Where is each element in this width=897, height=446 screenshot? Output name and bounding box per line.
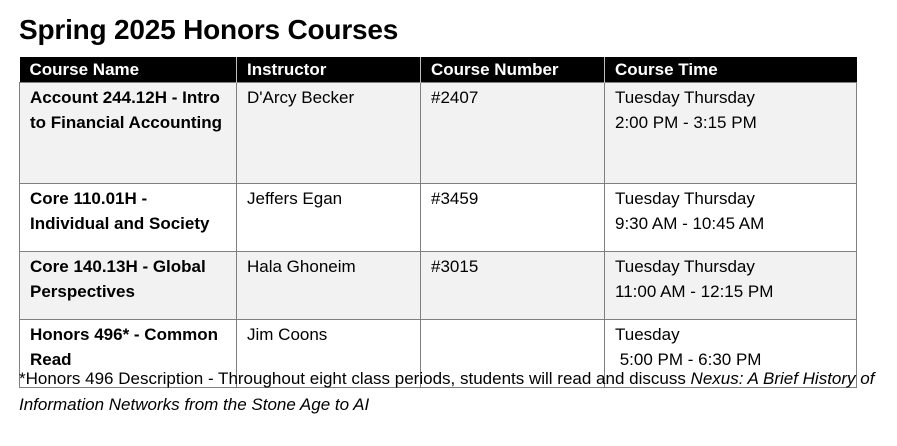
course-name-cell: Core 140.13H - Global Perspectives (20, 252, 237, 320)
table-row (20, 252, 857, 320)
course-days: Tuesday (615, 325, 680, 344)
courses-table (19, 57, 857, 388)
instructor-cell: Jim Coons (237, 320, 421, 388)
instructor-cell: D'Arcy Becker (237, 83, 421, 184)
header-course-name: Course Name (20, 57, 237, 83)
course-time-cell (605, 252, 857, 320)
course-name-cell: Account 244.12H - Intro to Financial Accounting (20, 83, 237, 184)
course-hours: 9:30 AM - 10:45 AM (615, 214, 765, 233)
header-instructor: Instructor (237, 57, 421, 83)
table-row (20, 83, 857, 184)
header-course-time: Course Time (605, 57, 857, 83)
instructor-cell: Jeffers Egan (237, 184, 421, 252)
course-hours: 5:00 PM - 6:30 PM (615, 350, 762, 369)
table-row (20, 184, 857, 252)
course-days: Tuesday Thursday (615, 88, 755, 107)
course-days: Tuesday Thursday (615, 189, 755, 208)
course-number-cell: #3459 (421, 184, 605, 252)
course-hours: 2:00 PM - 3:15 PM (615, 113, 757, 132)
course-time-cell (605, 83, 857, 184)
footnote (19, 366, 889, 418)
course-hours: 11:00 AM - 12:15 PM (615, 282, 774, 301)
instructor-cell: Hala Ghoneim (237, 252, 421, 320)
course-days: Tuesday Thursday (615, 257, 755, 276)
course-name-cell: Core 110.01H - Individual and Society (20, 184, 237, 252)
course-number-cell: #2407 (421, 83, 605, 184)
course-time-cell (605, 184, 857, 252)
page-title: Spring 2025 Honors Courses (19, 14, 399, 45)
header-course-number: Course Number (421, 57, 605, 83)
footnote-book-title: Nexus: A Brief History of Information Networks from the Stone Age to AI (19, 369, 875, 414)
footnote-text: *Honors 496 Description - Throughout eight class periods, students will read and discuss (19, 369, 691, 388)
course-name-cell: Honors 496* - Common Read (20, 320, 237, 388)
table-header-row (20, 57, 857, 83)
course-number-cell: #3015 (421, 252, 605, 320)
